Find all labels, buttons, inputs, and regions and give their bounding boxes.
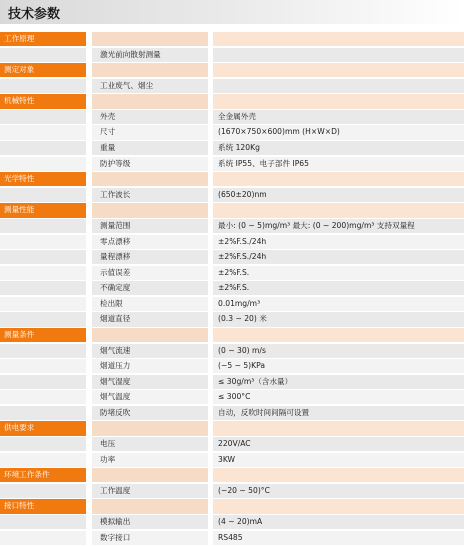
spec-value: 3KW <box>213 453 464 467</box>
spec-table <box>0 32 464 546</box>
spec-value: 全金属外壳 <box>213 110 464 124</box>
spec-spacer <box>0 219 86 233</box>
spec-spacer <box>0 281 86 295</box>
section-spacer <box>213 32 464 46</box>
spec-value: ±2%F.S. <box>213 266 464 280</box>
spec-spacer <box>0 344 86 358</box>
spec-name: 电压 <box>92 437 208 451</box>
spec-spacer <box>0 437 86 451</box>
spec-spacer <box>0 359 86 373</box>
spec-name: 量程漂移 <box>92 250 208 264</box>
spec-row <box>0 110 464 124</box>
spec-name: 烟气温度 <box>92 390 208 404</box>
spec-value: 0.01mg/m³ <box>213 297 464 311</box>
spec-row <box>0 406 464 420</box>
spec-value: (1670×750×600)mm (H×W×D) <box>213 125 464 139</box>
title-bar <box>0 0 464 24</box>
spec-row <box>0 48 464 62</box>
section-header <box>0 421 464 435</box>
spec-value: (−20 ~ 50)°C <box>213 484 464 498</box>
spec-name: 防堵反吹 <box>92 406 208 420</box>
section-header <box>0 499 464 513</box>
spec-spacer <box>0 110 86 124</box>
section-spacer <box>213 94 464 108</box>
page-title: 技术参数 <box>8 7 61 22</box>
spec-value: 最小: (0 ~ 5)mg/m³ 最大: (0 ~ 200)mg/m³ 支持双量程 <box>213 219 464 233</box>
spec-name: 工作波长 <box>92 188 208 202</box>
section-header <box>0 63 464 77</box>
spec-row <box>0 297 464 311</box>
section-spacer <box>92 328 208 342</box>
section-label: 供电要求 <box>0 421 86 435</box>
spec-name: 功率 <box>92 453 208 467</box>
section-label: 机械特性 <box>0 94 86 108</box>
spec-name: 烟道直径 <box>92 312 208 326</box>
spec-spacer <box>0 531 86 545</box>
spec-name: 外壳 <box>92 110 208 124</box>
section-label: 环境工作条件 <box>0 468 86 482</box>
spec-name: 重量 <box>92 141 208 155</box>
spec-spacer <box>0 297 86 311</box>
spec-spacer <box>0 312 86 326</box>
section-spacer <box>92 172 208 186</box>
spec-value: ±2%F.S. <box>213 281 464 295</box>
spec-spacer <box>0 79 86 93</box>
spec-name: 激光前向散射测量 <box>92 48 208 62</box>
section-spacer <box>213 63 464 77</box>
section-label: 测定对象 <box>0 63 86 77</box>
spec-value: (−5 ~ 5)KPa <box>213 359 464 373</box>
spec-value: 220V/AC <box>213 437 464 451</box>
spec-spacer <box>0 484 86 498</box>
spec-row <box>0 359 464 373</box>
spec-name: 数字接口 <box>92 531 208 545</box>
spec-row <box>0 157 464 171</box>
spec-row <box>0 125 464 139</box>
spec-name: 尺寸 <box>92 125 208 139</box>
section-label: 接口特性 <box>0 499 86 513</box>
section-header <box>0 468 464 482</box>
spec-value: 系统 120Kg <box>213 141 464 155</box>
section-spacer <box>92 468 208 482</box>
section-label: 测量性能 <box>0 203 86 217</box>
spec-spacer <box>0 390 86 404</box>
section-header <box>0 172 464 186</box>
spec-value: RS485 <box>213 531 464 545</box>
spec-spacer <box>0 515 86 529</box>
spec-spacer <box>0 125 86 139</box>
spec-spacer <box>0 48 86 62</box>
spec-row <box>0 219 464 233</box>
section-label: 测量条件 <box>0 328 86 342</box>
spec-row <box>0 188 464 202</box>
spec-name: 不确定度 <box>92 281 208 295</box>
spec-name: 示值误差 <box>92 266 208 280</box>
spec-value <box>213 48 464 62</box>
spec-name: 工业废气、烟尘 <box>92 79 208 93</box>
spec-spacer <box>0 157 86 171</box>
section-spacer <box>92 421 208 435</box>
spec-name: 测量范围 <box>92 219 208 233</box>
spec-spacer <box>0 266 86 280</box>
section-header <box>0 203 464 217</box>
spec-name: 烟气湿度 <box>92 375 208 389</box>
spec-row <box>0 79 464 93</box>
spec-row <box>0 266 464 280</box>
spec-row <box>0 484 464 498</box>
section-header <box>0 328 464 342</box>
spec-spacer <box>0 188 86 202</box>
spec-row <box>0 235 464 249</box>
spec-value: ±2%F.S./24h <box>213 235 464 249</box>
section-spacer <box>213 499 464 513</box>
spec-name: 工作温度 <box>92 484 208 498</box>
spec-value: (650±20)nm <box>213 188 464 202</box>
spec-spacer <box>0 406 86 420</box>
spec-row <box>0 390 464 404</box>
spec-row <box>0 312 464 326</box>
section-spacer <box>213 203 464 217</box>
section-spacer <box>92 203 208 217</box>
spec-name: 检出限 <box>92 297 208 311</box>
spec-value: 自动，反吹时间间隔可设置 <box>213 406 464 420</box>
section-label: 光学特性 <box>0 172 86 186</box>
section-header <box>0 94 464 108</box>
section-spacer <box>213 328 464 342</box>
spec-row <box>0 250 464 264</box>
spec-row <box>0 281 464 295</box>
spec-spacer <box>0 453 86 467</box>
spec-row <box>0 453 464 467</box>
spec-name: 烟气流速 <box>92 344 208 358</box>
spec-value: ±2%F.S./24h <box>213 250 464 264</box>
spec-value: 系统 IP55、电子部件 IP65 <box>213 157 464 171</box>
section-spacer <box>92 63 208 77</box>
spec-value: (0 ~ 30) m/s <box>213 344 464 358</box>
section-spacer <box>213 468 464 482</box>
spec-value: (0.3 ~ 20) 米 <box>213 312 464 326</box>
section-spacer <box>92 94 208 108</box>
spec-name: 模拟输出 <box>92 515 208 529</box>
spec-row <box>0 141 464 155</box>
section-label: 工作原理 <box>0 32 86 46</box>
spec-value: (4 ~ 20)mA <box>213 515 464 529</box>
spec-value: ≤ 30g/m³（含水量） <box>213 375 464 389</box>
spec-spacer <box>0 375 86 389</box>
section-spacer <box>213 421 464 435</box>
spec-name: 零点漂移 <box>92 235 208 249</box>
spec-value <box>213 79 464 93</box>
section-header <box>0 32 464 46</box>
spec-spacer <box>0 250 86 264</box>
spec-spacer <box>0 141 86 155</box>
spec-row <box>0 531 464 545</box>
section-spacer <box>92 32 208 46</box>
spec-row <box>0 515 464 529</box>
spec-name: 烟道压力 <box>92 359 208 373</box>
section-spacer <box>92 499 208 513</box>
section-spacer <box>213 172 464 186</box>
spec-spacer <box>0 235 86 249</box>
spec-name: 防护等级 <box>92 157 208 171</box>
spec-value: ≤ 300°C <box>213 390 464 404</box>
spec-row <box>0 437 464 451</box>
spec-row <box>0 375 464 389</box>
spec-row <box>0 344 464 358</box>
